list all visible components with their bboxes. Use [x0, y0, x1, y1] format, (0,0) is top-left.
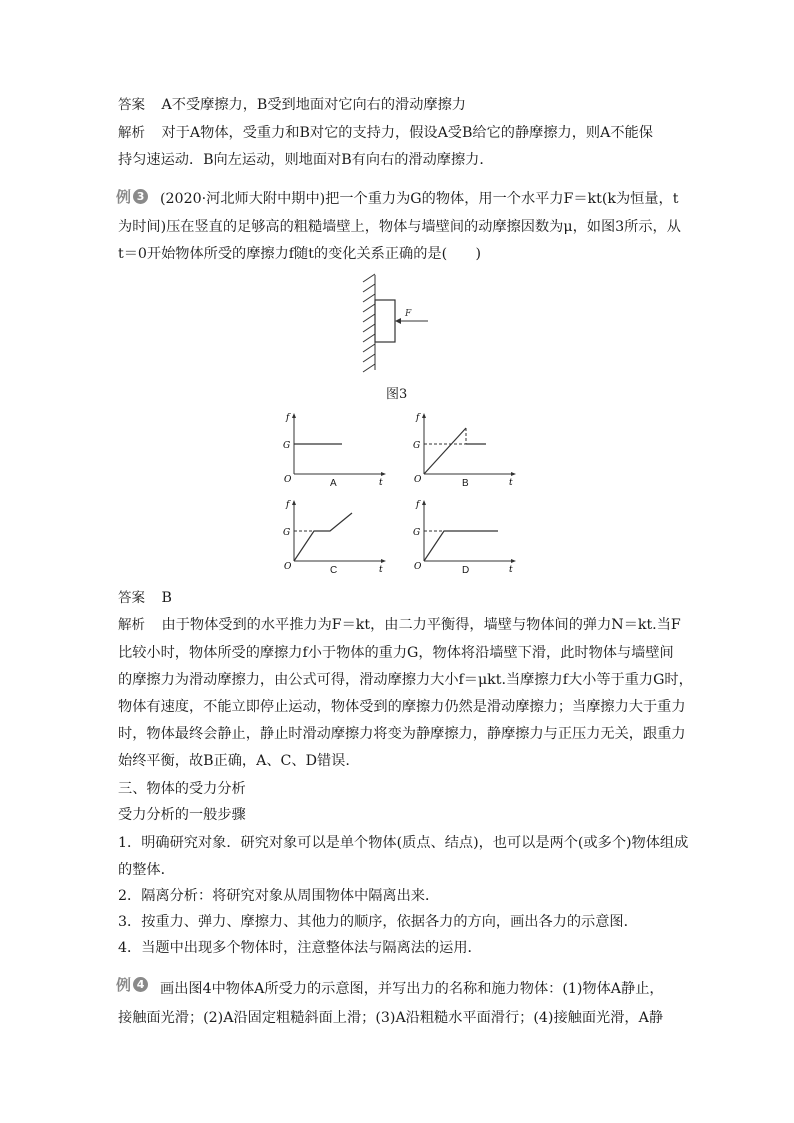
graph-b-caption: B: [462, 478, 469, 489]
axis-y-label: f: [416, 500, 420, 510]
axis-g-label: G: [283, 528, 291, 538]
figure-3-wall-block: [355, 270, 445, 375]
axis-x-label: t: [379, 478, 383, 488]
graph-a-caption: A: [330, 478, 337, 489]
figure-3-caption: 图3: [386, 387, 408, 402]
answer-label: 答案: [118, 590, 145, 606]
answer-2: [118, 589, 682, 607]
graph-d-caption: D: [462, 565, 470, 576]
graph-b-curve-rise: [424, 428, 466, 474]
step-2: 2．隔离分析：将研究对象从周围物体中隔离出来．: [118, 888, 440, 904]
analysis-1-line-1: [118, 124, 682, 142]
analysis-1-line-2: 持匀速运动．B向左运动，则地面对B有向右的滑动摩擦力．: [118, 152, 494, 168]
axis-g-label: G: [413, 441, 421, 451]
example-3-line-3: t＝0开始物体所受的摩擦力f随t的变化关系正确的是( ): [118, 246, 482, 262]
example-number: 3: [133, 189, 148, 204]
answer-text: B: [161, 590, 172, 606]
answer-label: 答案: [118, 97, 145, 113]
axis-origin-label: O: [414, 475, 422, 485]
example-3-badge: [116, 186, 148, 207]
step-1-line-1: 1．明确研究对象．研究对象可以是单个物体(质点、结点)，也可以是两个(或多个)物体组成: [118, 835, 689, 851]
analysis-label: 解析: [118, 125, 145, 141]
analysis-2-line-5: 时，物体最终会静止，静止时滑动摩擦力将变为静摩擦力，静摩擦力与正压力无关，跟重力: [118, 726, 686, 742]
example-label: 例: [116, 188, 132, 206]
axis-x-label: t: [509, 478, 513, 488]
axis-x-label: t: [379, 565, 383, 575]
section-heading: 三、物体的受力分析: [118, 781, 246, 797]
step-3: 3．按重力、弹力、摩擦力、其他力的顺序，依据各力的方向，画出各力的示意图．: [118, 914, 638, 930]
force-label: F: [405, 309, 412, 319]
section-subheading: 受力分析的一般步骤: [118, 807, 246, 823]
analysis-2-line-2: 比较小时，物体所受的摩擦力f小于物体的重力G，物体将沿墙壁下滑，此时物体与墙壁间: [118, 645, 674, 661]
analysis-2-line-1: [118, 616, 682, 634]
axis-origin-label: O: [284, 562, 292, 572]
analysis-label: 解析: [118, 617, 145, 633]
step-4: 4．当题中出现多个物体时，注意整体法与隔离法的运用．: [118, 940, 482, 956]
example-4-badge: [116, 974, 148, 995]
force-arrow-head: [395, 318, 401, 324]
analysis-2-line-4: 物体有速度，不能立即停止运动，物体受到的摩擦力仍然是滑动摩擦力；当摩擦力大于重力: [118, 699, 686, 715]
step-1-line-2: 的整体．: [118, 862, 175, 878]
axis-x-label: t: [509, 565, 513, 575]
analysis-2-line-6: 始终平衡，故B正确，A、C、D错误.: [118, 753, 350, 769]
example-4-line-2: 接触面光滑；(2)A沿固定粗糙斜面上滑；(3)A沿粗糙水平面滑行；(4)接触面光滑，A静: [118, 1010, 664, 1026]
graph-c-curve: [294, 513, 352, 561]
analysis-text: 对于A物体，受重力和B对它的支持力，假设A受B给它的静摩擦力，则A不能保: [161, 125, 653, 141]
graph-c-caption: C: [330, 565, 338, 576]
axis-y-label: f: [416, 413, 420, 423]
axis-g-label: G: [413, 528, 421, 538]
block: [375, 300, 395, 342]
answer-text: A不受摩擦力，B受到地面对它向右的滑动摩擦力: [161, 97, 466, 113]
example-3-line-2: 为时间)压在竖直的足够高的粗糙墙壁上，物体与墙壁间的动摩擦因数为μ，如图3所示，从: [118, 219, 681, 235]
wall-hatching: [363, 274, 375, 372]
example-label: 例: [116, 976, 132, 994]
example-4-line-1: 画出图4中物体A所受力的示意图，并写出力的名称和施力物体：(1)物体A静止，: [160, 981, 664, 997]
analysis-2-line-3: 的摩擦力为滑动摩擦力，由公式可得，滑动摩擦力大小f＝μkt.当摩擦力f大小等于重力G时，: [118, 672, 693, 688]
graph-d-curve: [424, 531, 498, 561]
example-3-line-1: (2020·河北师大附中期中)把一个重力为G的物体，用一个水平力F＝kt(k为恒量，t: [160, 191, 679, 207]
answer-1: [118, 96, 682, 114]
axis-g-label: G: [283, 441, 291, 451]
axis-y-label: f: [286, 500, 290, 510]
analysis-text: 由于物体受到的水平推力为F＝kt，由二力平衡得，墙壁与物体间的弹力N＝kt.当F: [161, 617, 681, 633]
axis-origin-label: O: [414, 562, 422, 572]
example-number: 4: [133, 977, 148, 992]
axis-origin-label: O: [284, 475, 292, 485]
axis-y-label: f: [286, 413, 290, 423]
